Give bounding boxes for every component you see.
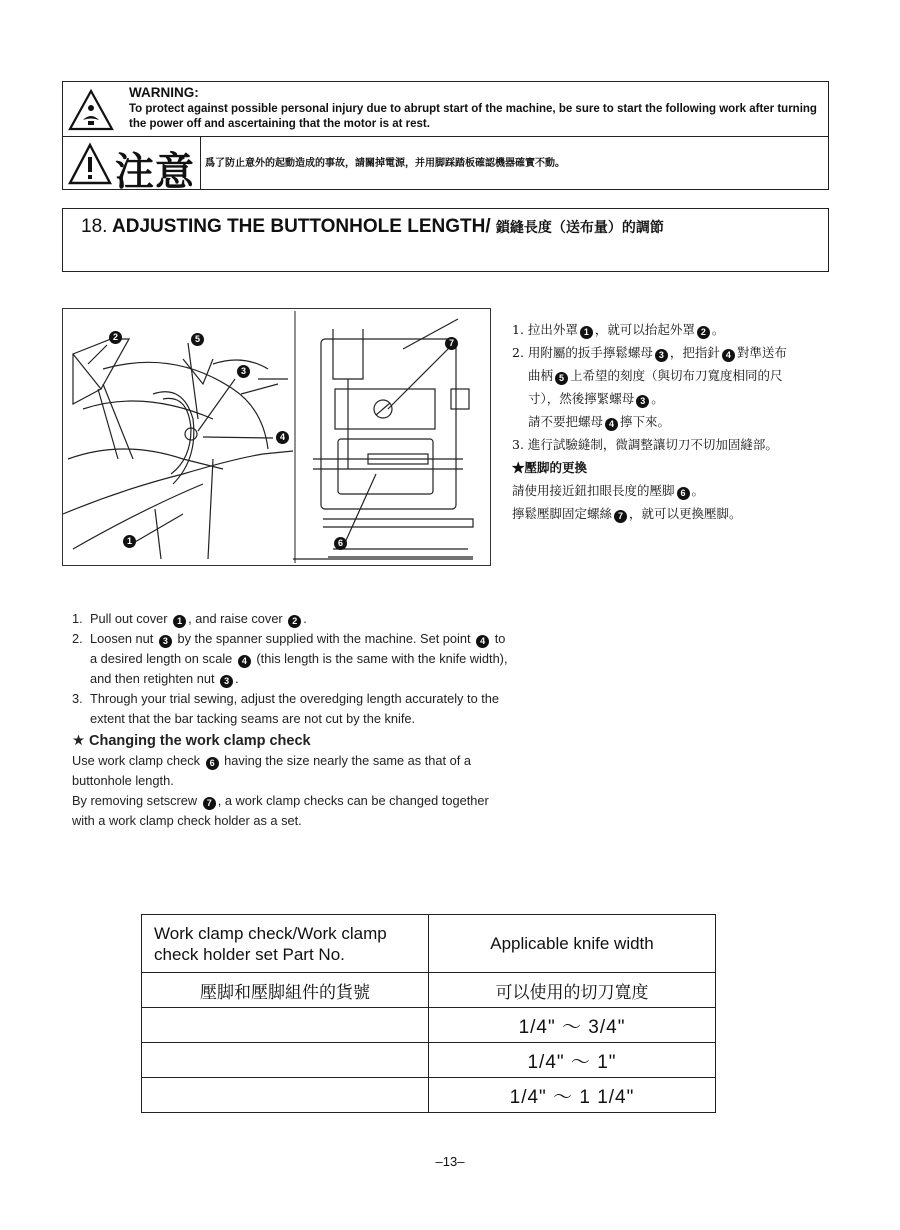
ref-4-icon: 4 [238, 655, 251, 668]
cn-step-2-note: 請不要把螺母 4 擰下來。 [528, 414, 671, 429]
cn-step-3: 3. 進行試驗縫制，微調整讓切刀不切加固縫部。 [512, 437, 778, 452]
caution-divider [200, 136, 201, 189]
subheader-part-no-cn: 壓脚和壓脚組件的貨號 [142, 973, 429, 1008]
section-title [81, 216, 664, 238]
table-cell-width: 1/4" ～ 1 1/4" [429, 1078, 716, 1113]
chinese-instructions [512, 318, 842, 525]
ref-7-icon: 7 [614, 510, 627, 523]
cn-step-2-cont: 曲柄 5 上希望的刻度（與切布刀寬度相同的尺 [528, 368, 783, 383]
caution-title: 注意 [115, 150, 196, 195]
en-sub-title: ★ Changing the work clamp check [72, 733, 311, 749]
warning-title: WARNING: [129, 85, 199, 100]
ref-6-icon: 6 [677, 487, 690, 500]
ref-2-icon: 2 [697, 326, 710, 339]
callout-4: 4 [276, 431, 289, 444]
section-heading-box [62, 208, 829, 272]
table-row [142, 1008, 716, 1043]
en-step-3: 3. Through your trial sewing, adjust the overedging length accurately to the extent that the bar tacking seams are not cut by the knife. [72, 691, 500, 726]
cn-step-2-cont2: 寸），然後擰緊螺母 3 。 [528, 391, 664, 406]
subheader-knife-width-cn: 可以使用的切刀寬度 [429, 973, 716, 1008]
ref-1-icon: 1 [580, 326, 593, 339]
callout-3: 3 [237, 365, 250, 378]
callout-2: 2 [109, 331, 122, 344]
ref-3-icon: 3 [220, 675, 233, 688]
table-subheader-row [142, 973, 716, 1008]
en-sub-1: Use work clamp check 6 having the size nearly the same as that of a buttonhole length. [72, 753, 471, 788]
cn-step-1: 1. 拉出外罩 1 ，就可以抬起外罩 2 。 [512, 322, 725, 337]
page-number: –13– [435, 1154, 465, 1169]
ref-3-icon: 3 [655, 349, 668, 362]
callout-6: 6 [334, 537, 347, 550]
callout-7: 7 [445, 337, 458, 350]
table-header-row [142, 915, 716, 973]
ref-1-icon: 1 [173, 615, 186, 628]
section-number: 18. [81, 216, 108, 237]
table-cell-part [142, 1008, 429, 1043]
header-knife-width: Applicable knife width [429, 915, 716, 973]
warning-divider [63, 136, 828, 137]
ref-4-icon: 4 [722, 349, 735, 362]
ref-3-icon: 3 [636, 395, 649, 408]
cn-sub-title: ★壓脚的更換 [512, 460, 588, 475]
warning-box [62, 81, 829, 195]
table-row [142, 1043, 716, 1078]
table-cell-width: 1/4" ～ 3/4" [429, 1008, 716, 1043]
mechanism-figure [62, 308, 491, 566]
caution-text: 爲了防止意外的起動造成的事故，請關掉電源，并用脚踩踏板確認機器確實不動。 [205, 158, 565, 169]
warning-text: To protect against possible personal injury due to abrupt start of the machine, be sure to start the following work after turning the power off and ascertaining that the motor is at rest. [129, 103, 817, 130]
ref-6-icon: 6 [206, 757, 219, 770]
table-row [142, 1078, 716, 1113]
en-step-2: 2. Loosen nut 3 by the spanner supplied with the machine. Set point 4 to a desired length on scale 4 (this length is the same with the knife width), and then retighten nut 3 . [72, 631, 508, 686]
ref-3-icon: 3 [159, 635, 172, 648]
warning-triangle-icon [67, 88, 115, 132]
section-title-cn: 鎖縫長度（送布量）的調節 [495, 220, 664, 236]
callout-5: 5 [191, 333, 204, 346]
table-cell-part [142, 1043, 429, 1078]
cn-step-2: 2. 用附屬的扳手擰鬆螺母 3 ，把指針 4 對準送布 [512, 345, 787, 360]
ref-5-icon: 5 [555, 372, 568, 385]
ref-4-icon: 4 [476, 635, 489, 648]
caution-triangle-icon [67, 142, 113, 186]
section-title-en: ADJUSTING THE BUTTONHOLE LENGTH/ [112, 216, 491, 237]
table-cell-width: 1/4" ～ 1" [429, 1043, 716, 1078]
ref-7-icon: 7 [203, 797, 216, 810]
table-cell-part [142, 1078, 429, 1113]
parts-table [141, 914, 716, 1113]
cn-sub-1: 請使用接近鈕扣眼長度的壓脚 6 。 [512, 483, 705, 498]
callout-1: 1 [123, 535, 136, 548]
english-instructions [72, 609, 512, 831]
en-step-1: 1. Pull out cover 1 , and raise cover 2 . [72, 611, 307, 626]
cn-sub-2: 擰鬆壓脚固定螺絲 7 ，就可以更換壓脚。 [512, 506, 742, 521]
ref-2-icon: 2 [288, 615, 301, 628]
ref-4-icon: 4 [605, 418, 618, 431]
en-sub-2: By removing setscrew 7 , a work clamp checks can be changed together with a work clamp check holder as a set. [72, 793, 489, 828]
header-part-no: Work clamp check/Work clamp check holder set Part No. [142, 915, 429, 973]
